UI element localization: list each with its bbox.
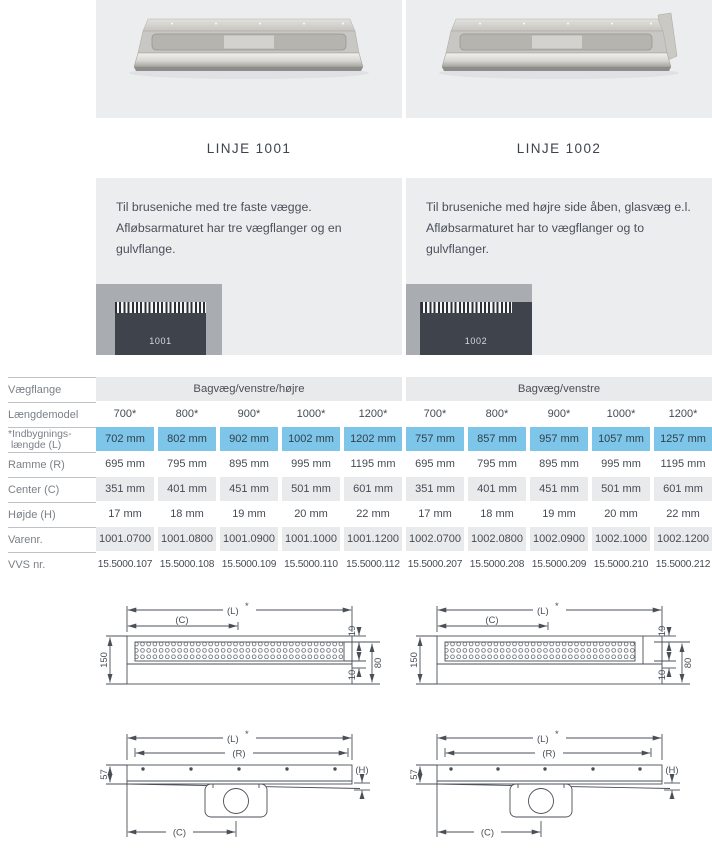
table-row-install-length bbox=[0, 427, 712, 451]
cell-frame: 795 mm bbox=[477, 458, 517, 470]
description-line: Afløbsarmaturet har tre vægflanger og en bbox=[116, 221, 342, 235]
product-description-1002 bbox=[406, 178, 712, 355]
cell-frame: 995 mm bbox=[601, 458, 641, 470]
drain-body bbox=[115, 302, 206, 355]
cell-item-number: 1001.0900 bbox=[220, 527, 278, 551]
photo-panel-1002 bbox=[406, 0, 712, 118]
dim-label-10: 10 bbox=[347, 669, 358, 681]
table-row-height bbox=[0, 502, 712, 526]
cell-install-length: 702 mm bbox=[96, 427, 154, 451]
table-row-center bbox=[0, 477, 712, 501]
table-row-flange bbox=[0, 377, 712, 401]
description-line: Afløbsarmaturet har to vægflanger og to bbox=[426, 221, 645, 235]
cell-item-number: 1002.0700 bbox=[406, 527, 464, 551]
table-row-vvs-number bbox=[0, 552, 712, 576]
row-label-flange: Vægflange bbox=[8, 377, 96, 401]
dim-label-C: (C) bbox=[175, 615, 189, 626]
row-label-item-number: Varenr. bbox=[8, 527, 96, 551]
cell-vvs-number: 15.5000.110 bbox=[284, 558, 338, 570]
cell-center: 501 mm bbox=[282, 477, 340, 501]
cell-item-number: 1001.0800 bbox=[158, 527, 216, 551]
description-line: Til bruseniche med tre faste vægge. bbox=[116, 200, 312, 214]
dim-label-L: (L) bbox=[227, 734, 239, 745]
cell-install-length: 902 mm bbox=[220, 427, 278, 451]
cell-vvs-number: 15.5000.107 bbox=[97, 558, 153, 570]
spec-table bbox=[0, 377, 712, 576]
dim-label-57: 57 bbox=[99, 769, 110, 780]
cell-vvs-number: 15.5000.210 bbox=[593, 558, 649, 570]
product-photos-row bbox=[0, 0, 712, 118]
cell-install-length: 757 mm bbox=[406, 427, 464, 451]
cell-length-model: 1000* bbox=[296, 408, 326, 420]
cell-frame: 695 mm bbox=[415, 458, 455, 470]
cell-height: 22 mm bbox=[666, 508, 700, 520]
cell-vvs-number: 15.5000.208 bbox=[469, 558, 525, 570]
dim-label-star: * bbox=[245, 729, 249, 740]
technical-drawing-front-1001 bbox=[96, 596, 402, 710]
dim-label-star: * bbox=[555, 601, 559, 612]
cell-length-model: 900* bbox=[237, 408, 261, 420]
cell-install-length: 1002 mm bbox=[282, 427, 340, 451]
cell-center: 601 mm bbox=[654, 477, 712, 501]
drawings-side-row bbox=[0, 724, 712, 854]
cell-vvs-number: 15.5000.209 bbox=[531, 558, 587, 570]
grate-icon bbox=[421, 302, 512, 313]
cell-vvs-number: 15.5000.112 bbox=[346, 558, 400, 570]
cell-length-model: 1000* bbox=[606, 408, 636, 420]
cell-center: 601 mm bbox=[344, 477, 402, 501]
product-photo-linje-1002 bbox=[406, 0, 712, 118]
cell-item-number: 1002.0800 bbox=[468, 527, 526, 551]
row-label-install-length: *Indbygnings- længde (L) bbox=[8, 427, 96, 451]
dim-label-19: 19 bbox=[347, 625, 358, 637]
cell-height: 19 mm bbox=[542, 508, 576, 520]
table-row-frame bbox=[0, 452, 712, 476]
dim-label-star: * bbox=[245, 601, 249, 612]
cell-vvs-number: 15.5000.108 bbox=[159, 558, 215, 570]
cell-item-number: 1001.1200 bbox=[344, 527, 402, 551]
cell-frame: 895 mm bbox=[229, 458, 269, 470]
dim-label-R: (R) bbox=[232, 748, 246, 760]
description-line: gulvflange. bbox=[116, 242, 176, 256]
cell-center: 351 mm bbox=[96, 477, 154, 501]
product-description-1001 bbox=[96, 178, 402, 355]
dim-label-H: (H) bbox=[355, 765, 369, 776]
dim-label-150: 150 bbox=[99, 652, 110, 668]
cell-vvs-number: 15.5000.207 bbox=[407, 558, 463, 570]
cell-item-number: 1002.1000 bbox=[592, 527, 650, 551]
cell-vvs-number: 15.5000.212 bbox=[655, 558, 711, 570]
row-label-vvs-number: VVS nr. bbox=[8, 552, 96, 576]
cell-length-model: 700* bbox=[423, 408, 447, 420]
row-label-center: Center (C) bbox=[8, 477, 96, 501]
dim-label-L: (L) bbox=[537, 606, 549, 617]
cell-install-length: 1202 mm bbox=[344, 427, 402, 451]
description-line: gulvflanger. bbox=[426, 242, 489, 256]
cell-frame: 695 mm bbox=[105, 458, 145, 470]
descriptions-row bbox=[0, 178, 712, 355]
cell-vvs-number: 15.5000.109 bbox=[221, 558, 277, 570]
product-photo-linje-1001 bbox=[96, 0, 402, 118]
dim-label-80: 80 bbox=[683, 657, 694, 669]
row-label-frame: Ramme (R) bbox=[8, 452, 96, 476]
cell-height: 18 mm bbox=[480, 508, 514, 520]
dim-label-57: 57 bbox=[409, 769, 420, 780]
cell-frame: 1195 mm bbox=[660, 458, 706, 470]
product-title-1002: LINJE 1002 bbox=[516, 140, 602, 156]
cell-install-length: 857 mm bbox=[468, 427, 526, 451]
description-line: Til bruseniche med højre side åben, glasvæg e.l. bbox=[426, 200, 691, 214]
flange-header-1002: Bagvæg/venstre bbox=[406, 377, 712, 401]
cell-length-model: 800* bbox=[175, 408, 199, 420]
niche-diagram-1002 bbox=[406, 284, 532, 355]
niche-diagram-label: 1002 bbox=[464, 336, 488, 346]
niche-diagram-label: 1001 bbox=[149, 336, 172, 346]
grate-icon bbox=[115, 302, 206, 313]
technical-drawing-side-1002 bbox=[406, 724, 712, 854]
cell-frame: 895 mm bbox=[539, 458, 579, 470]
dim-label-C: (C) bbox=[480, 827, 495, 839]
cell-install-length: 1257 mm bbox=[654, 427, 712, 451]
drain-body bbox=[420, 302, 532, 355]
cell-length-model: 700* bbox=[113, 408, 137, 420]
cell-height: 20 mm bbox=[294, 508, 328, 520]
cell-center: 451 mm bbox=[220, 477, 278, 501]
drawings-front-row bbox=[0, 596, 712, 710]
technical-drawing-side-1001 bbox=[96, 724, 402, 854]
dim-label-C: (C) bbox=[485, 615, 499, 626]
cell-install-length: 957 mm bbox=[530, 427, 588, 451]
dim-label-R: (R) bbox=[542, 748, 556, 760]
cell-center: 451 mm bbox=[530, 477, 588, 501]
cell-item-number: 1002.1200 bbox=[654, 527, 712, 551]
cell-frame: 1195 mm bbox=[350, 458, 396, 470]
technical-drawing-front-1002 bbox=[406, 596, 712, 710]
table-row-length-model bbox=[0, 402, 712, 426]
dim-label-L: (L) bbox=[227, 606, 239, 617]
row-label-height: Højde (H) bbox=[8, 502, 96, 526]
titles-row bbox=[0, 118, 712, 178]
cell-center: 401 mm bbox=[158, 477, 216, 501]
dim-label-19: 19 bbox=[657, 625, 668, 637]
dim-label-10: 10 bbox=[657, 669, 668, 681]
table-row-item-number bbox=[0, 527, 712, 551]
dim-label-C: (C) bbox=[172, 827, 187, 839]
cell-frame: 995 mm bbox=[291, 458, 331, 470]
cell-center: 401 mm bbox=[468, 477, 526, 501]
cell-height: 22 mm bbox=[356, 508, 390, 520]
dim-label-L: (L) bbox=[537, 734, 549, 745]
cell-item-number: 1002.0900 bbox=[530, 527, 588, 551]
cell-length-model: 900* bbox=[547, 408, 571, 420]
cell-length-model: 800* bbox=[485, 408, 509, 420]
dim-label-80: 80 bbox=[373, 657, 384, 669]
niche-diagram-1001 bbox=[96, 284, 222, 355]
cell-item-number: 1001.1000 bbox=[282, 527, 340, 551]
cell-frame: 795 mm bbox=[167, 458, 207, 470]
dim-label-star: * bbox=[555, 729, 559, 740]
dim-label-H: (H) bbox=[665, 765, 679, 776]
cell-center: 351 mm bbox=[406, 477, 464, 501]
row-label-length-model: Længdemodel bbox=[8, 402, 96, 426]
cell-height: 18 mm bbox=[170, 508, 204, 520]
photo-panel-1001 bbox=[96, 0, 402, 118]
cell-height: 19 mm bbox=[232, 508, 266, 520]
cell-height: 20 mm bbox=[604, 508, 638, 520]
product-title-1001: LINJE 1001 bbox=[206, 140, 292, 156]
cell-item-number: 1001.0700 bbox=[96, 527, 154, 551]
cell-install-length: 802 mm bbox=[158, 427, 216, 451]
cell-height: 17 mm bbox=[108, 508, 142, 520]
cell-length-model: 1200* bbox=[358, 408, 388, 420]
cell-height: 17 mm bbox=[418, 508, 452, 520]
dim-label-150: 150 bbox=[409, 652, 420, 668]
flange-header-1001: Bagvæg/venstre/højre bbox=[96, 377, 402, 401]
cell-center: 501 mm bbox=[592, 477, 650, 501]
cell-install-length: 1057 mm bbox=[592, 427, 650, 451]
cell-length-model: 1200* bbox=[668, 408, 698, 420]
